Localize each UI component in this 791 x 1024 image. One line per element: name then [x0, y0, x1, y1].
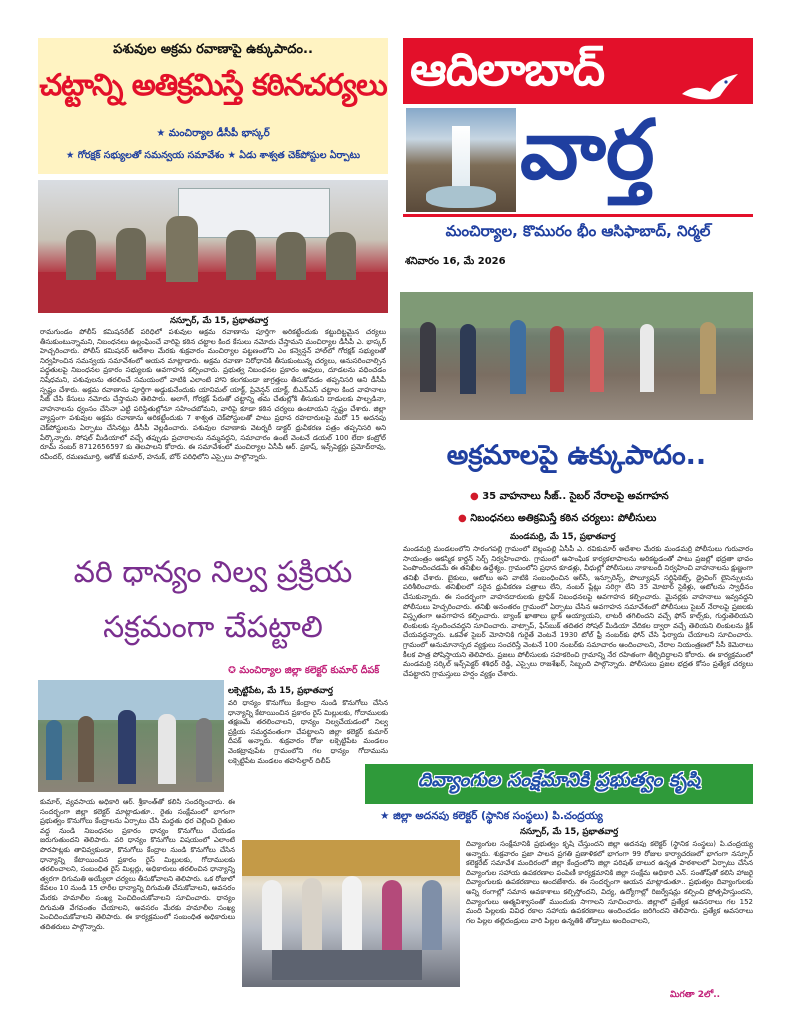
- masthead-districts-bar: [403, 214, 753, 217]
- masthead-name-bottom: వార్త: [520, 103, 655, 198]
- story1-photo: [38, 180, 388, 313]
- story4-photo: [242, 840, 460, 987]
- story3-sub1-text: 35 వాహనాలు సీజ్.. సైబర్ నేరాలపై అవగాహన: [482, 491, 669, 502]
- story2-headline-line2: సక్రమంగా చేపట్టాలి: [103, 610, 323, 645]
- story2-body-side: వరి ధాన్యం కొనుగోలు కేంద్రాల నుండి కొనుగోలు చేసిన ధాన్యాన్ని కేటాయించిన ప్రకారం రైస్ మిల్లులకు, గోదాములకు తక్షణమే తరలించాలని, ధాన్యం నిల్వచేయడంలో నిల్వ ప్రక్రియ సమర్థవంతంగా చేపట్టాలని జిల్లా కలెక్టర్ కుమార్ దీపక్ అన్నారు. శుక్రవారం రోజు లక్సెట్టిపేట మండలం వెంకట్రావుపేట గ్రామంలోని గల ధాన్యం గోదామును లక్సెట్టిపేట మండలం తహసిల్దార్ దిలీప్: [228, 699, 388, 765]
- masthead-date: శనివారం 16, మే 2026: [405, 256, 506, 267]
- story4-sub: ★ జిల్లా అదనపు కలెక్టర్ (స్థానిక సంస్థలు) పి.చంద్రయ్య: [380, 810, 603, 822]
- story1-body: రామగుండం పోలీస్ కమిషనరేట్ పరిధిలో పశువుల అక్రమ రవాణాను పూర్తిగా అరికట్టేందుకు కట్టుదిట్టమైన చర్యలు తీసుకుంటున్నామని, నిబంధనలు ఉల్లంఘించే వారిపై కఠిన చట్టాల కింద కేసులు నమోదు చేస్తామని మంచిర్యాల డీసీపీ ఎ. భాస్కర్ హెచ్చరించారు. పోలీస్ కమిషనర్ ఆదేశాల మేరకు శుక్రవారం మంచిర్యాల పట్టణంలోని ఎం కన్వెన్షన్ హాల్‌లో గోరక్షక్ సభ్యులతో నిర్వహించిన సమన్వయ సమావేశంలో ఆయన మాట్లాడారు. అక్రమ రవాణా నిరోధానికి తీసుకుంటున్న చర్యలు, అనుసరించాల్సిన పద్ధతులపై నిబంధనల ప్రకారం సభ్యులకు అవగాహన కల్పించారు. ప్రభుత్వ నిబంధనల ప్రకారం ఆవులు, దూడలను వధించడం నిషేధమని, పశువులను తరలించే సమయంలో వాటికి ఎలాంటి హాని కలగకుండా జాగ్రత్తలు తీసుకోవడం తప్పనిసరి అని డీసీపీ స్పష్టం చేశారు. అక్రమ రవాణాను పూర్తిగా అడ్డుకునేందుకు యానిమల్ యాక్ట్, ప్రివెన్షన్ యాక్ట్, బీఎన్ఎస్ చట్టాల కింద వాహనాలు సీజ్ చేసి కేసులు నమోదు చేస్తామని తెలిపారు. అలాగే, గోరక్షక్ పేరుతో చట్టాన్ని తమ చేతుల్లోకి తీసుకుని దాడులకు పాల్పడినా, వాహనాలను ధ్వంసం చేసినా ఎట్టి పరిస్థితుల్లోనూ సహించబోమని, వారిపై కూడా కఠిన చర్యలు ఉంటాయని స్పష్టం చేశారు. జిల్లా వ్యాప్తంగా పశువుల అక్రమ రవాణాను అరికట్టేందుకు 7 శాశ్వత చెక్‌పోస్టులతో పాటు ప్రధాన రహదారులపై మరో 15 అదనపు చెక్‌పోస్టులను ఏర్పాటు చేసినట్లు డీసీపీ వెల్లడించారు. పశువుల రవాణాకు వెటర్నరీ డాక్టర్ ధ్రువీకరణ పత్రం తప్పనిసరి అని పేర్కొన్నారు. సోషల్ మీడియాలో వచ్చే తప్పుడు ప్రచారాలను నమ్మవద్దని, సమాచారం ఉంటే వెంటనే డయల్ 100 లేదా కంట్రోల్ రూమ్ నంబర్ 8712656597 కు తెలపాలని కోరారు. ఈ సమావేశంలో మంచిర్యాల ఏసీపీ ఆర్. ప్రకాష్, ఇన్స్‌పెక్టర్లు ప్రమోద్‌రావు, రవీందర్, రమణమూర్తి, ఆకోజ్ కుమార్, హనుక్, బోర్ పరిధిలోని ఎస్సైలు పాల్గొన్నారు.: [40, 328, 386, 461]
- story3-photo: [400, 292, 753, 420]
- story4-continued[interactable]: మిగతా 2లో..: [670, 990, 721, 1000]
- story1-kicker: పశువుల అక్రమ రవాణాపై ఉక్కుపాదం..: [113, 42, 313, 57]
- story3-dateline: మండమర్రి, మే 15, ప్రభాతవార్త: [510, 532, 616, 542]
- story3-sub2-text: నిబంధనలు అతిక్రమిస్తే కఠిన చర్యలు: పోలీసులు: [470, 513, 657, 524]
- story4-body: దివ్యాంగుల సంక్షేమానికి ప్రభుత్వం కృషి చేస్తుందని జిల్లా అదనపు కలెక్టర్ (స్థానిక సంస్థలు) పి.చంద్రయ్య అన్నారు. శుక్రవారం ప్రజా పాలన ప్రగతి ప్రణాళికలో భాగంగా 99 రోజుల కార్యాచరణలో భాగంగా నస్పూర్ కలెక్టరేట్ సమావేశ మందిరంలో జిల్లా కేంద్రంలోని జిల్లా పరిషత్ బాలుర ఉన్నత పాఠశాలలో ఏర్పాటు చేసిన దివ్యాంగుల సహాయ ఉపకరణాల పంపిణీ కార్యక్రమానికి జిల్లా సంక్షేమ అధికారి ఎన్. సంతోష్‌తో కలిసి హాజరై దివ్యాంగులకు ఉపకరణాలు అందజేశారు. ఈ సందర్భంగా ఆయన మాట్లాడుతూ.. ప్రభుత్వం దివ్యాంగులకు అన్ని రంగాల్లో సమాన అవకాశాలు కల్పిస్తోందని, విద్య, ఉద్యోగాల్లో రిజర్వేషన్లు కల్పించి ప్రోత్సహిస్తుందని, దివ్యాంగులు ఆత్మవిశ్వాసంతో ముందుకు సాగాలని సూచించారు. జిల్లాలో ప్రత్యేక అవసరాలు గల 152 మంది పిల్లలకు వివిధ రకాల సహాయ ఉపకరణాలు అందించడం జరిగిందని తెలిపారు. ప్రత్యేక అవసరాలు గల పిల్లల తల్లిదండ్రులు వారి పిల్లల ఉన్నతికి తోడ్పాటు అందించాలని,: [466, 840, 753, 925]
- story2-headline-line1: వరి ధాన్యం నిల్వ ప్రక్రియ: [73, 555, 353, 590]
- masthead-districts: మంచిర్యాల, కొమురం భీం ఆసిఫాబాద్, నిర్మల్: [445, 222, 711, 240]
- story2-photo: [38, 680, 224, 792]
- story4-dateline: నస్పూర్, మే 15, ప్రభాతవార్త: [520, 827, 619, 837]
- story1-sub2: ★ గోరక్షక్ సభ్యులతో సమన్వయ సమావేశం ★ ఏడు శాశ్వత చెక్‌పోస్టుల ఏర్పాటు: [65, 150, 361, 161]
- story2-sub: ✪ మంచిర్యాల జిల్లా కలెక్టర్ కుమార్ దీపక్: [228, 665, 380, 676]
- story2-body-bottom: కుమార్, వ్యవసాయ అధికారి ఆర్. శ్రీకాంత్‌తో కలిసి సందర్శించారు. ఈ సందర్భంగా జిల్లా కలెక్టర్ మాట్లాడుతూ.. రైతు సంక్షేమంలో భాగంగా ప్రభుత్వం కొనుగోలు కేంద్రాలను ఏర్పాటు చేసి మద్దతు ధర చెల్లించి రైతుల వద్ద నుండి నిబంధనల ప్రకారం ధాన్యం కొనుగోలు చేయడం జరుగుతుందని తెలిపారు. వరి ధాన్యం కొనుగోలు విషయంలో ఎలాంటి పొరపాట్లకు తావివ్వకుండా, కొనుగోలు కేంద్రాల నుండి కొనుగోలు చేసిన ధాన్యాన్ని కేటాయించిన ప్రకారం రైస్ మిల్లులకు, గోదాములకు తరలించాలని, సంబంధిత రైస్ మిల్లర్లు, అధికారులు తరలించిన ధాన్యాన్ని త్వరగా దిగుమతి అయ్యేలా చర్యలు తీసుకోవాలని తెలిపారు. ఒక రోజులో కేవలం 10 నుండి 15 లారీల ధాన్యాన్ని దిగుమతి చేసుకోవాలని, అవసరం మేరకు హమాలీల సంఖ్య పెంచిదించుకోవాలని సూచించారు. ధాన్యం దిగుమతి వేగవంతం చేయాలని, అవసరం మేరకు హమాలీల సంఖ్య పెంచిదించుకోవాలని తెలిపారు. ఈ కార్యక్రమంలో సంబంధిత అధికారులు తదితరులు పాల్గొన్నారు.: [40, 798, 235, 931]
- story3-sub1: ● 35 వాహనాలు సీజ్.. సైబర్ నేరాలపై అవగాహన: [470, 491, 669, 502]
- story1-dateline: నస్పూర్, మే 15, ప్రభాతవార్త: [170, 316, 269, 326]
- story3-headline: అక్రమాలపై ఉక్కుపాదం..: [446, 440, 707, 471]
- story3-sub2: ● నిబంధనలు అతిక్రమిస్తే కఠిన చర్యలు: పోలీసులు: [458, 513, 657, 524]
- story2-dateline: లక్సెట్టిపేట, మే 15, ప్రభాతవార్త: [228, 686, 333, 696]
- masthead-waterfall-photo: [406, 108, 516, 212]
- story1-sub1: ★ మంచిర్యాల డీసీపీ భాస్కర్: [156, 128, 270, 139]
- story3-body: మండమర్రి మండలంలోని సారంగపల్లి గ్రామంలో బెల్లంపల్లి ఏసీపీ ఎ. రవికుమార్ ఆదేశాల మేరకు మండమర్రి పోలీసులు గురువారం సాయంత్రం ఆకస్మిక కార్డన్ సెర్చ్ నిర్వహించారు. గ్రామంలో అసాంఘిక కార్యకలాపాలను అరికట్టడంతో పాటు ప్రజల్లో భద్రతా భావం పెంపొందించడమే ఈ తనిఖీల ఉద్దేశ్యం. గ్రామంలోని ప్రధాన కూడళ్లు, వీధుల్లో పోలీసులు నాకాబందీ నిర్వహించి వాహనాలను క్షుణ్ణంగా తనిఖీ చేశారు. బైకులు, ఆటోలు అని వాటికి సంబంధించిన ఆర్‌సీ, ఇన్సూరెన్స్, పొల్యూషన్ సర్టిఫికెట్స్, డ్రైవింగ్ లైసెన్సులను పరిశీలించారు. తనిఖీలలో సరైన ధ్రువీకరణ పత్రాలు లేని, నంబర్ ప్లేట్లు సరిగ్గా లేని 35 మోటార్ సైకిళ్లు, ఆటోలను స్వాధీనం చేసుకున్నారు. ఈ సందర్భంగా వాహనదారులకు ట్రాఫిక్ నిబంధనలపై అవగాహన కల్పించారు. మైనర్లకు వాహనాలు ఇవ్వవద్దని పోలీసులు హెచ్చరించారు. తనిఖీ అనంతరం గ్రామంలో ఏర్పాటు చేసిన అవగాహన సమావేశంలో పోలీసులు సైబర్ నేరాలపై ప్రజలకు విస్తృతంగా అవగాహన కల్పించారు. బ్యాంక్ ఖాతాలు బ్లాక్ అయ్యాయని, లాటరీ తగిలిందని వచ్చే ఫోన్ కాల్స్‌కు, గుర్తుతెలియని లింకులకు స్పందించవద్దని సూచించారు. వాట్సాప్, ఫేస్‌బుక్ తదితర సోషల్ మీడియా వేదికల ద్వారా వచ్చే తెలియని లింకులను క్లిక్ చేయవద్దన్నారు. ఒకవేళ సైబర్ మోసానికి గురైతే వెంటనే 1930 టోల్ ఫ్రీ నంబర్‌కు ఫోన్ చేసి ఫిర్యాదు చేయాలని సూచించారు. గ్రామంలో అనుమానాస్పద వ్యక్తులు సంచరిస్తే వెంటనే 100 నంబర్‌కు సమాచారం అందించాలని, నేరాల నియంత్రణలో సీసీ కెమెరాలు కీలక పాత్ర పోషిస్తాయని తెలిపారు. ప్రజలు పోలీసులకు సహకరించి గ్రామాన్ని నేర రహితంగా తీర్చిదిద్దాలని కోరారు. ఈ కార్యక్రమంలో మండమర్రి సర్కిల్ ఇన్స్‌పెక్టర్ శశిధర్ రెడ్డి, ఎస్సైలు రాజశేఖర్, సిబ్బంది పాల్గొన్నారు. పోలీసులు ప్రజల భద్రత కోసం ప్రత్యేక చర్యలు చేపట్టారని గ్రామస్తులు హర్షం వ్యక్తం చేశారు.: [403, 545, 753, 678]
- story1-headline: చట్టాన్ని అతిక్రమిస్తే కఠినచర్యలు: [39, 68, 387, 103]
- story4-headline: దివ్యాంగుల సంక్షేమానికి ప్రభుత్వం కృషి: [418, 769, 700, 791]
- masthead-name-top: ఆదిలాబాద్: [410, 42, 605, 96]
